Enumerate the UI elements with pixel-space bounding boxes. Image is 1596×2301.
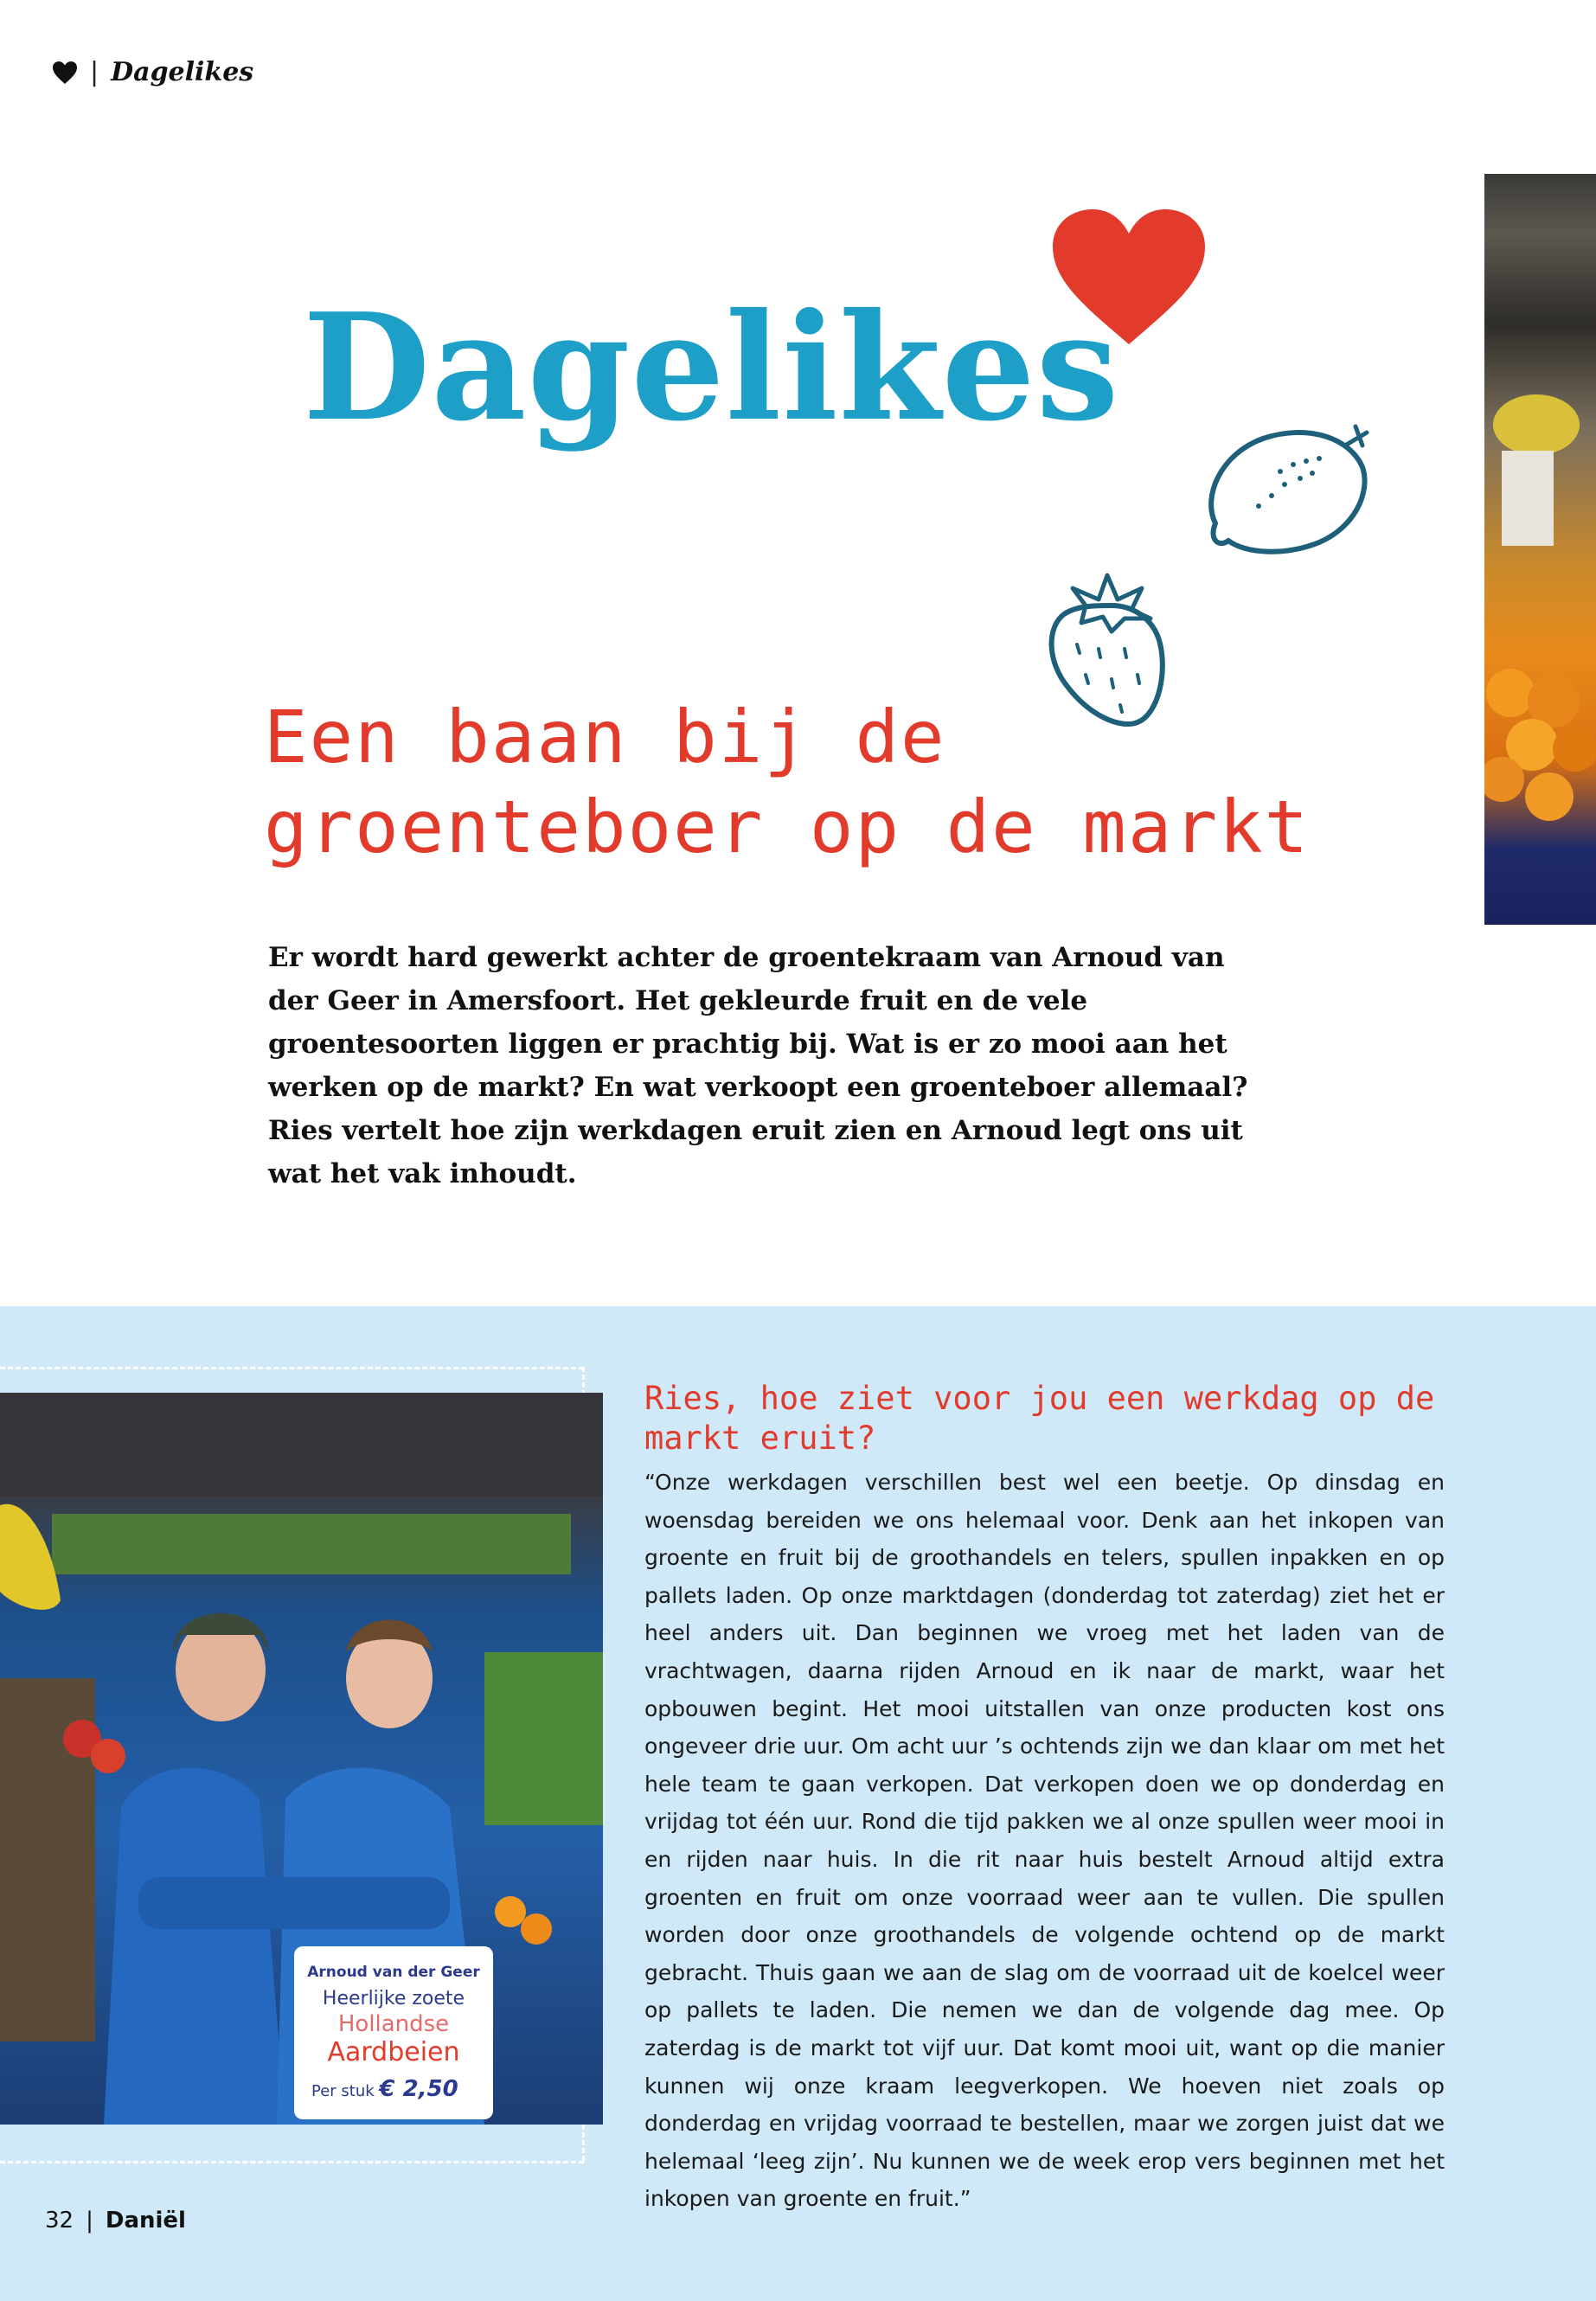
sign-line-2: Heerlijke zoete (322, 1988, 465, 2009)
market-stall-photo (0, 1393, 603, 2125)
lemon-icon (1198, 420, 1380, 562)
footer-separator: | (86, 2208, 93, 2234)
heart-icon (52, 61, 78, 85)
interview-question: Ries, hoe ziet voor jou een werkdag op de markt eruit? (644, 1380, 1435, 1457)
fruit-stall-illustration (1484, 174, 1596, 925)
sign-line-3: Hollandse (337, 2011, 450, 2037)
header-separator: | (90, 57, 99, 87)
running-header (52, 57, 253, 87)
page-footer (45, 2208, 186, 2234)
article-subtitle: Een baan bij de groenteboer op de markt (264, 695, 1311, 869)
price-sign (294, 1946, 493, 2119)
interview-answer: “Onze werkdagen verschillen best wel een beetje. Op dinsdag en woensdag bereiden we ons helemaal voor. Denk aan het inkopen van groente en fruit bij de groothandels en telers, spullen inpakken en op pallets laden. Op onze marktdagen (donderdag tot zaterdag) ziet het er heel anders uit. Dan beginnen we vroeg met het laden van de vrachtwagen, daarna rijden Arnoud en ik naar de markt, waar het opbouwen begint. Het mooi uitstallen van onze producten kost ons ongeveer drie uur. Om acht uur ’s ochtends zijn we dan klaar om met het hele team te gaan verkopen. Dat verkopen doen we op donderdag en vrijdag tot één uur. Rond die tijd pakken we al onze spullen weer mooi in en rijden naar huis. In die rit naar huis bestelt Arnoud altijd extra groenten en fruit om onze voorraad weer aan te vullen. Die spullen worden door onze groothandels de volgende ochtend op de markt gebracht. Thuis gaan we aan de slag om de voorraad uit de koelcel weer op pallets te laden. Die nemen we dan de volgende dag mee. Op zaterdag is de markt tot vijf uur. Dat komt mooi uit, want op die manier kunnen wij onze kraam leegverkopen. We hoeven niet zoals op donderdag en vrijdag voorraad te bestellen, maar we zorgen juist dat we helemaal ‘leeg zijn’. Nu kunnen we de week erop vers beginnen met het inkopen van groente en fruit.” (644, 1470, 1445, 2212)
dashed-frame-bottom (0, 2161, 584, 2163)
sign-vendor: Arnoud van der Geer (307, 1964, 480, 1981)
sign-price-row (294, 2076, 493, 2102)
magazine-name: Daniël (105, 2208, 186, 2234)
market-photo-strip (1484, 174, 1596, 925)
page-number: 32 (45, 2208, 74, 2234)
sign-price-label: Per stuk (311, 2082, 375, 2100)
intro-paragraph: Er wordt hard gewerkt achter de groentekraam van Arnoud van der Geer in Amersfoort. Het gekleurde fruit en de vele groentesoorten liggen er prachtig bij. Wat is er zo mooi aan het werken op de markt? En wat verkoopt een groenteboer allemaal? Ries vertelt hoe zijn werkdagen eruit zien en Arnoud legt ons uit wat het vak inhoudt. (268, 942, 1248, 1189)
sign-product: Aardbeien (327, 2037, 460, 2067)
section-label: Dagelikes (111, 57, 254, 87)
dashed-frame-top (0, 1367, 584, 1369)
page-title: Dagelikes (303, 281, 1120, 454)
sign-price: € 2,50 (379, 2076, 458, 2102)
